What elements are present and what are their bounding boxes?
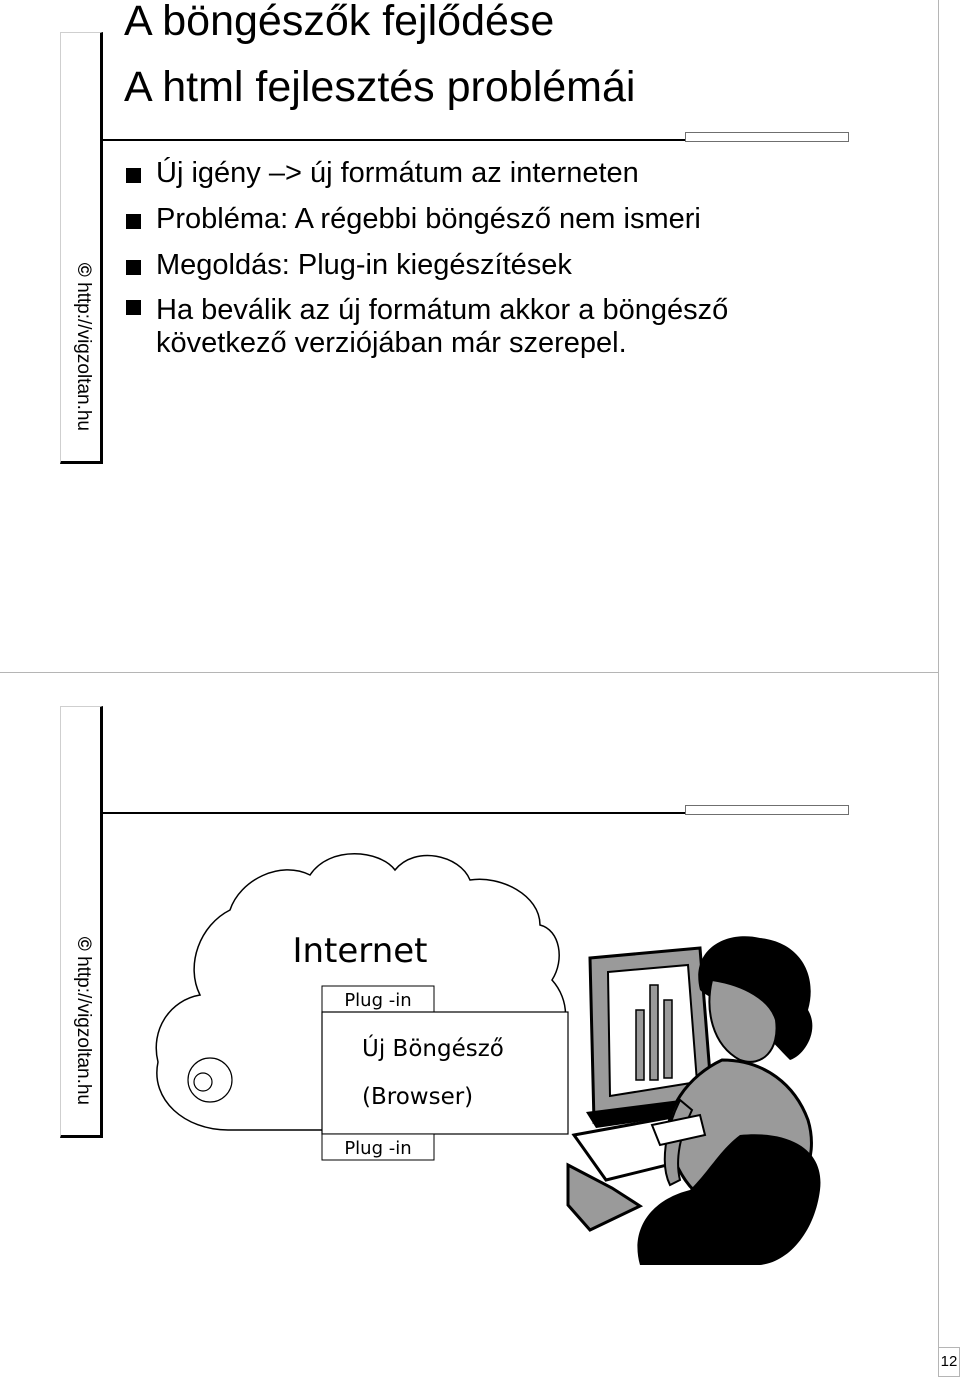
- bullet-item: Ha beválik az új formátum akkor a böngésző következő verziójában már szerepel.: [126, 288, 826, 360]
- person-at-computer-clipart: [568, 936, 820, 1265]
- browser-label-line1: Új Böngésző: [362, 1036, 504, 1062]
- bullet-item: Megoldás: Plug-in kiegészítések: [126, 242, 826, 288]
- browser-label-line2: (Browser): [362, 1084, 474, 1110]
- slide-2-title: A böngészők fejlődése: [124, 0, 555, 45]
- bullet-item: Új igény –> új formátum az interneten: [126, 150, 826, 196]
- plugin-top-label: Plug -in: [344, 990, 412, 1011]
- sidebar-copyright-url: © http://vigzoltan.hu: [73, 262, 94, 431]
- sidebar-copyright-url: © http://vigzoltan.hu: [73, 936, 94, 1105]
- bullet-item: Probléma: A régebbi böngésző nem ismeri: [126, 196, 826, 242]
- page-number: 12: [938, 1347, 960, 1377]
- plugin-bottom-label: Plug -in: [344, 1138, 412, 1159]
- browser-box: [322, 1012, 568, 1134]
- internet-label: Internet: [292, 931, 428, 971]
- slide-1-title: A html fejlesztés problémái: [124, 63, 636, 111]
- cloud-bubble: [194, 1073, 212, 1091]
